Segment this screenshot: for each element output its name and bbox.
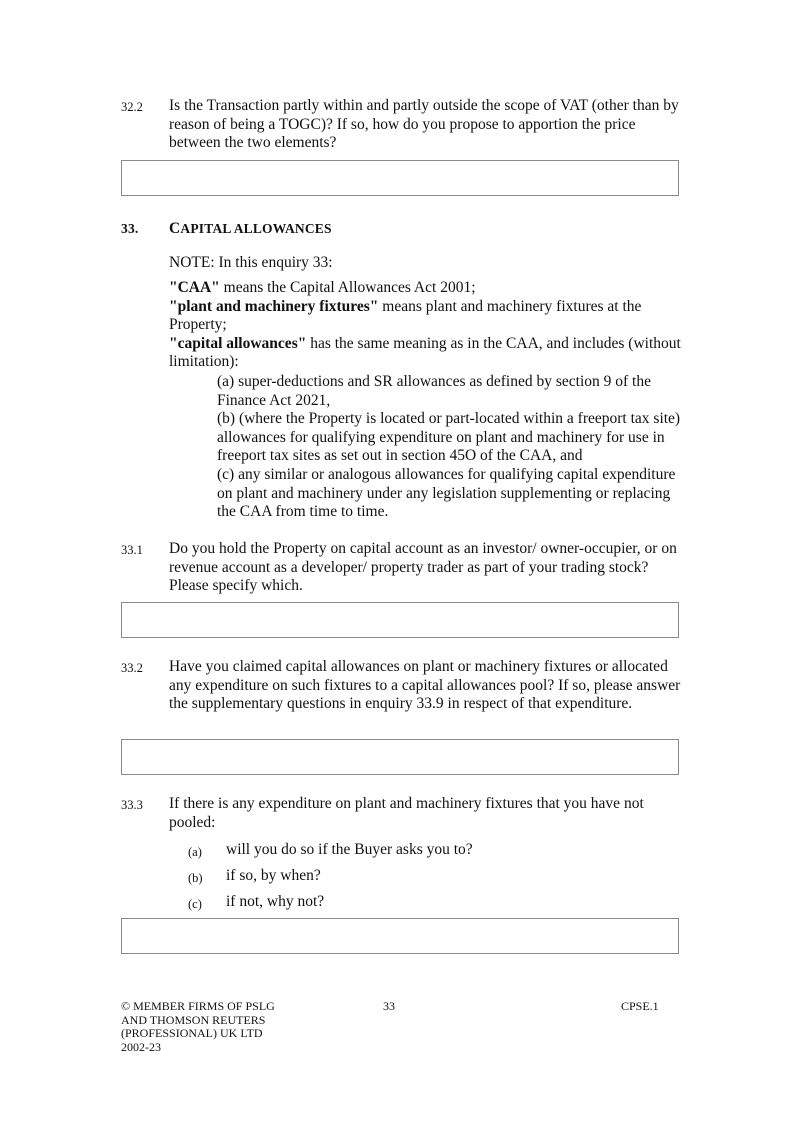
list-item-text: if not, why not? [226, 893, 325, 910]
answer-box-33-3[interactable] [121, 918, 679, 954]
definition-sublist [217, 373, 687, 522]
note: NOTE: In this enquiry 33: [169, 254, 333, 271]
question-number: 33.1 [121, 543, 143, 557]
list-item-label: (a) [188, 845, 202, 859]
question-text: Do you hold the Property on capital account as an investor/ owner-occupier, or on revenue account as a developer/ property trader as part of your trading stock? Please specify which. [169, 540, 677, 595]
answer-box-32-2[interactable] [121, 160, 679, 196]
list-item-text: if so, by when? [226, 867, 321, 884]
form-code: CPSE.1 [621, 999, 659, 1013]
question-number: 33.3 [121, 798, 143, 812]
question-text: Have you claimed capital allowances on plant or machinery fixtures or allocated any expenditure on such fixtures to a capital allowances pool? If so, please answer the supplementary questions in enquiry 33.9 in respect of that expenditure. [169, 658, 681, 713]
question-text: Is the Transaction partly within and partly outside the scope of VAT (other than by reason of being a TOGC)? If so, how do you propose to apportion the price between the two elements? [169, 97, 679, 152]
footer-copyright: © MEMBER FIRMS OF PSLG AND THOMSON REUTERS (PROFESSIONAL) UK LTD 2002-23 [121, 999, 275, 1054]
page-number: 33 [383, 999, 395, 1013]
question-number: 33.2 [121, 661, 143, 675]
answer-box-33-2[interactable] [121, 739, 679, 775]
sublist-item-c: (c) any similar or analogous allowances for qualifying capital expenditure on plant and machinery under any legislation supplementing or replacing the CAA from time to time. [217, 465, 676, 521]
section-heading: CAPITAL ALLOWANCES [169, 220, 332, 237]
definition-caa: "CAA" means the Capital Allowances Act 2001; [169, 279, 476, 296]
sublist-item-a: (a) super-deductions and SR allowances as defined by section 9 of the Finance Act 2021, [217, 373, 651, 409]
definitions [169, 279, 684, 372]
list-item-text: will you do so if the Buyer asks you to? [226, 841, 473, 858]
answer-box-33-1[interactable] [121, 602, 679, 638]
question-text: If there is any expenditure on plant and machinery fixtures that you have not pooled: [169, 795, 644, 831]
sublist-item-b: (b) (where the Property is located or part-located within a freeport tax site) allowances for qualifying expenditure on plant and machinery for use in freeport tax sites as set out in section 45O of the CAA, and [217, 410, 681, 465]
definition-capital-allowances: "capital allowances" has the same meaning as in the CAA, and includes (without limitation): [169, 334, 681, 371]
question-number: 32.2 [121, 100, 143, 114]
definition-plant-machinery: "plant and machinery fixtures" means plant and machinery fixtures at the Property; [169, 297, 642, 334]
list-item-label: (c) [188, 897, 202, 911]
section-number: 33. [121, 221, 139, 236]
list-item-label: (b) [188, 871, 203, 885]
